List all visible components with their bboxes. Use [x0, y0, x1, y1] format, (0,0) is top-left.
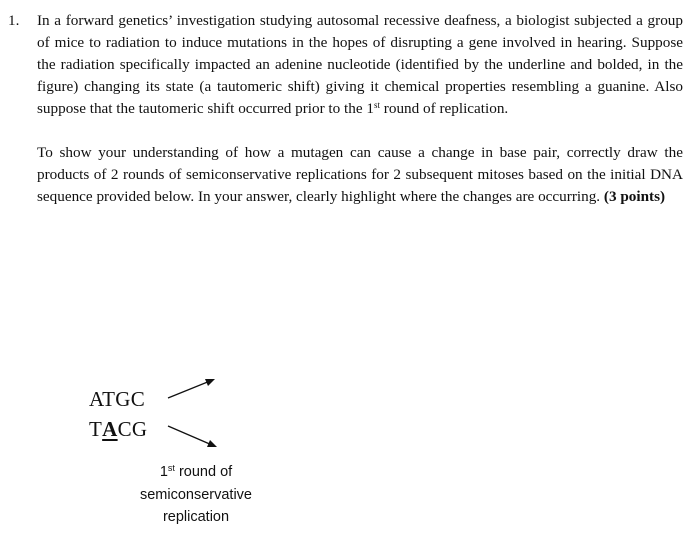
ordinal-suffix: st [373, 100, 380, 110]
context-text: In a forward genetics’ investigation studying autosomal recessive deafness, a biologist subjected a group of mice to radiation to induce mutations in the hopes of disrupting a gene involved in hearing. Suppose the radiation specifically impacted an adenine nucleotide (identified by the underline and bolded, in the figure) changing its state (a tautomeric shift) giving it chemical properties resembling a guanine. Also suppose that the tautomeric shift occurred prior to the 1 [37, 12, 683, 117]
caption-line-2: semiconservative [139, 486, 252, 503]
points-label: (3 points) [603, 188, 666, 205]
question-number: 1. [8, 12, 20, 29]
replication-arrows [160, 370, 230, 460]
caption-round-of: round of [174, 464, 233, 480]
question-paragraph-task [37, 142, 683, 208]
dna-bottom-strand [89, 417, 147, 441]
bottom-strand-bases-after: CG [117, 417, 148, 441]
question-body [37, 10, 683, 208]
caption-ordinal-number: 1 [159, 464, 168, 480]
mutated-adenine: A [102, 417, 118, 441]
dna-top-strand: ATGC [89, 387, 146, 411]
caption-ordinal-suffix: st [167, 463, 175, 473]
context-text-end: round of replication. [380, 100, 509, 117]
figure-caption [120, 461, 272, 529]
bottom-strand-base-before: T [89, 417, 103, 441]
task-text: To show your understanding of how a mutagen can cause a change in base pair, correctly draw the products of 2 rounds of semiconservative replications for 2 subsequent mitoses based on the initial DNA sequence provided below. In your answer, clearly highlight where the changes are occurring. [37, 144, 683, 205]
caption-line-1 [120, 461, 272, 484]
caption-line-3: replication [162, 509, 230, 525]
arrow-up-right-icon [168, 379, 215, 398]
arrow-down-right-icon [168, 426, 217, 447]
question-paragraph-context [37, 10, 683, 120]
